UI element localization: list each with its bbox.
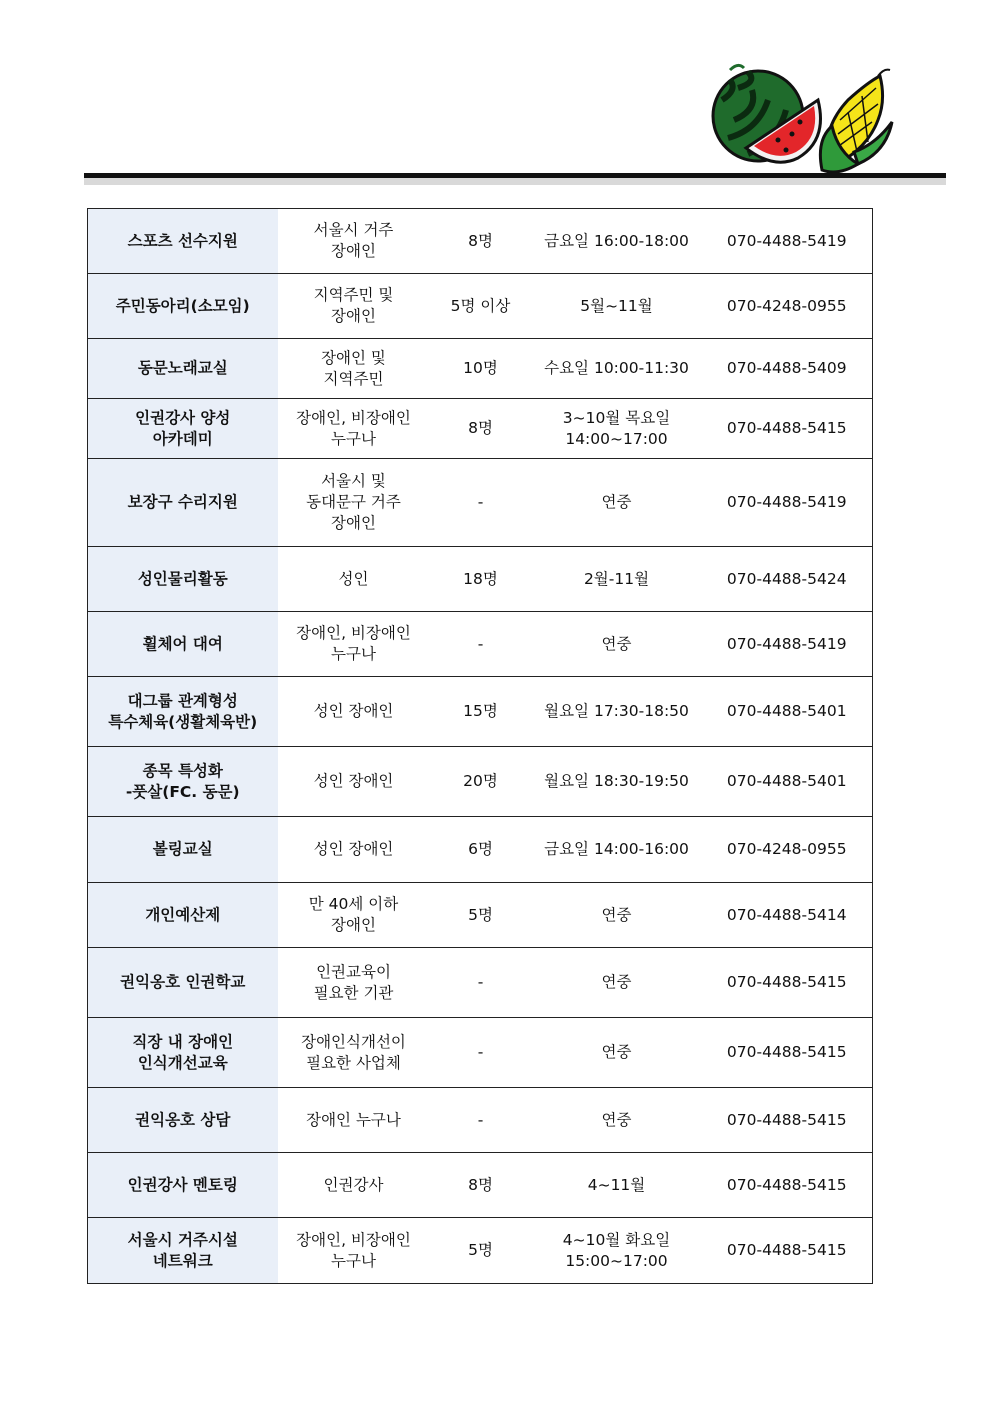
schedule-cell: 월요일 18:30-19:50 <box>532 747 702 817</box>
program-name-cell: 스포츠 선수지원 <box>88 209 278 274</box>
target-cell: 장애인식개선이 필요한 사업체 <box>278 1018 430 1088</box>
capacity-cell: 10명 <box>430 339 532 399</box>
target-cell: 성인 <box>278 547 430 612</box>
phone-cell: 070-4248-0955 <box>702 817 873 883</box>
schedule-cell: 4~11월 <box>532 1153 702 1218</box>
target-cell: 성인 장애인 <box>278 817 430 883</box>
program-name-cell: 볼링교실 <box>88 817 278 883</box>
schedule-cell: 금요일 14:00-16:00 <box>532 817 702 883</box>
schedule-cell: 연중 <box>532 883 702 948</box>
capacity-cell: - <box>430 1018 532 1088</box>
table-row <box>88 1153 873 1218</box>
table-row <box>88 459 873 547</box>
program-name-cell: 대그룹 관계형성 특수체육(생활체육반) <box>88 677 278 747</box>
program-name-cell: 인권강사 양성 아카데미 <box>88 399 278 459</box>
schedule-cell: 연중 <box>532 948 702 1018</box>
schedule-cell: 수요일 10:00-11:30 <box>532 339 702 399</box>
program-name-cell: 개인예산제 <box>88 883 278 948</box>
table-row <box>88 1088 873 1153</box>
schedule-cell: 4~10월 화요일 15:00~17:00 <box>532 1218 702 1284</box>
target-cell: 장애인 및 지역주민 <box>278 339 430 399</box>
table-row <box>88 883 873 948</box>
target-cell: 성인 장애인 <box>278 747 430 817</box>
capacity-cell: 6명 <box>430 817 532 883</box>
table-row <box>88 1218 873 1284</box>
capacity-cell: 5명 이상 <box>430 274 532 339</box>
phone-cell: 070-4488-5419 <box>702 459 873 547</box>
phone-cell: 070-4488-5415 <box>702 1018 873 1088</box>
corn-icon <box>820 70 892 172</box>
capacity-cell: 8명 <box>430 209 532 274</box>
capacity-cell: - <box>430 1088 532 1153</box>
fruit-decoration <box>708 60 898 176</box>
program-name-cell: 휠체어 대여 <box>88 612 278 677</box>
program-table <box>87 208 873 1284</box>
table-row <box>88 274 873 339</box>
program-name-cell: 권익옹호 인권학교 <box>88 948 278 1018</box>
schedule-cell: 5월~11월 <box>532 274 702 339</box>
target-cell: 지역주민 및 장애인 <box>278 274 430 339</box>
watermelon-icon <box>713 65 821 162</box>
target-cell: 장애인, 비장애인 누구나 <box>278 612 430 677</box>
target-cell: 만 40세 이하 장애인 <box>278 883 430 948</box>
target-cell: 인권강사 <box>278 1153 430 1218</box>
phone-cell: 070-4488-5415 <box>702 399 873 459</box>
capacity-cell: 5명 <box>430 1218 532 1284</box>
table-row <box>88 1018 873 1088</box>
schedule-cell: 2월-11월 <box>532 547 702 612</box>
table-row <box>88 547 873 612</box>
program-name-cell: 권익옹호 상담 <box>88 1088 278 1153</box>
capacity-cell: 8명 <box>430 1153 532 1218</box>
capacity-cell: - <box>430 612 532 677</box>
schedule-cell: 연중 <box>532 1018 702 1088</box>
program-name-cell: 인권강사 멘토링 <box>88 1153 278 1218</box>
schedule-cell: 연중 <box>532 612 702 677</box>
phone-cell: 070-4488-5419 <box>702 209 873 274</box>
table-row <box>88 339 873 399</box>
phone-cell: 070-4488-5409 <box>702 339 873 399</box>
table-row <box>88 817 873 883</box>
phone-cell: 070-4488-5415 <box>702 1088 873 1153</box>
program-name-cell: 직장 내 장애인 인식개선교육 <box>88 1018 278 1088</box>
program-name-cell: 동문노래교실 <box>88 339 278 399</box>
header-rule-shadow <box>84 178 946 185</box>
target-cell: 인권교육이 필요한 기관 <box>278 948 430 1018</box>
capacity-cell: 8명 <box>430 399 532 459</box>
target-cell: 서울시 거주 장애인 <box>278 209 430 274</box>
capacity-cell: - <box>430 459 532 547</box>
table-row <box>88 209 873 274</box>
phone-cell: 070-4488-5415 <box>702 1218 873 1284</box>
target-cell: 성인 장애인 <box>278 677 430 747</box>
phone-cell: 070-4488-5419 <box>702 612 873 677</box>
capacity-cell: 20명 <box>430 747 532 817</box>
program-name-cell: 서울시 거주시설 네트워크 <box>88 1218 278 1284</box>
capacity-cell: 15명 <box>430 677 532 747</box>
schedule-cell: 금요일 16:00-18:00 <box>532 209 702 274</box>
phone-cell: 070-4488-5424 <box>702 547 873 612</box>
capacity-cell: - <box>430 948 532 1018</box>
table-row <box>88 747 873 817</box>
program-name-cell: 보장구 수리지원 <box>88 459 278 547</box>
phone-cell: 070-4248-0955 <box>702 274 873 339</box>
capacity-cell: 18명 <box>430 547 532 612</box>
program-name-cell: 주민동아리(소모임) <box>88 274 278 339</box>
target-cell: 장애인, 비장애인 누구나 <box>278 1218 430 1284</box>
phone-cell: 070-4488-5401 <box>702 677 873 747</box>
program-name-cell: 종목 특성화 -풋살(FC. 동문) <box>88 747 278 817</box>
phone-cell: 070-4488-5415 <box>702 1153 873 1218</box>
table-row <box>88 612 873 677</box>
schedule-cell: 연중 <box>532 1088 702 1153</box>
phone-cell: 070-4488-5401 <box>702 747 873 817</box>
target-cell: 장애인 누구나 <box>278 1088 430 1153</box>
schedule-cell: 월요일 17:30-18:50 <box>532 677 702 747</box>
table-row <box>88 948 873 1018</box>
table-row <box>88 677 873 747</box>
target-cell: 장애인, 비장애인 누구나 <box>278 399 430 459</box>
schedule-cell: 연중 <box>532 459 702 547</box>
capacity-cell: 5명 <box>430 883 532 948</box>
phone-cell: 070-4488-5415 <box>702 948 873 1018</box>
table-row <box>88 399 873 459</box>
program-name-cell: 성인물리활동 <box>88 547 278 612</box>
program-table-body <box>88 209 873 1284</box>
target-cell: 서울시 및 동대문구 거주 장애인 <box>278 459 430 547</box>
phone-cell: 070-4488-5414 <box>702 883 873 948</box>
schedule-cell: 3~10월 목요일 14:00~17:00 <box>532 399 702 459</box>
